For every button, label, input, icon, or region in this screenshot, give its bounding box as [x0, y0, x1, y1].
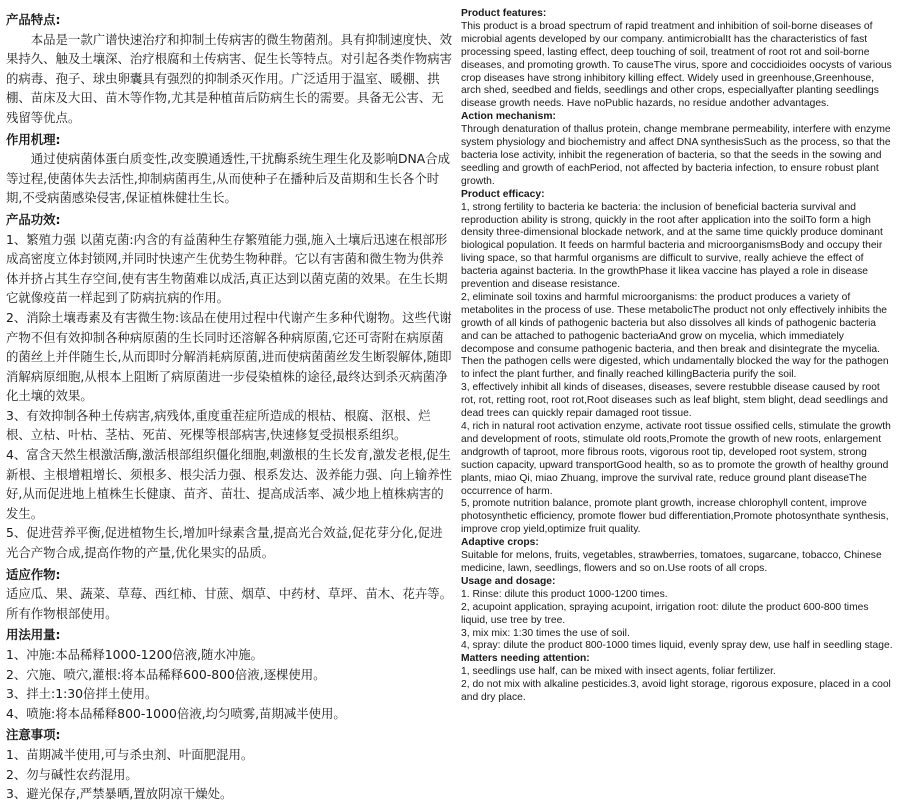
zh-usage-title: 用法用量: — [6, 627, 61, 643]
zh-usage-item: 2、穴施、喷穴,灌根:将本品稀释600-800倍液,逐棵使用。 — [6, 666, 326, 682]
en-efficacy-item: 5, promote nutrition balance, promote plant growth, increase chlorophyll content, improve photosynthetic efficiency, promote flower bud differentiation,Promote photosynthate synthesis, improve crop yield,optimize fruit quality. — [461, 498, 889, 536]
en-usage-item: 4, spray: dilute the product 800-1000 times liquid, evenly spray dew, use half in seedling stage. — [461, 640, 893, 652]
chinese-column — [6, 8, 453, 804]
en-efficacy-item: 4, rich in natural root activation enzyme, activate root tissue ossified cells, stimulate the growth and development of roots, stimulate old roots,Promote the growth of new roots, enlargement andgrowth of taproot, more fibrous roots, vigorous root tip, developed root system, strong suction capacity, upward transportGood health, so as to promote the growth of healthy ground plants, miao Qi, miao Zhuang, improve the survival rate, reduce ground plant diseaseThe occurrence of harm. — [461, 421, 891, 497]
zh-features-title: 产品特点: — [6, 12, 61, 27]
en-efficacy-item: 1, strong fertility to bacteria ke bacteria: the inclusion of beneficial bacteria survival and reproduction ability is strong, quickly in the root after application into the soilTo form a high density three-dimensional blockade network, and at the same time quickly produce dominant biological population. It feeds on harmful bacteria and microorganismsBody and occupy their living space, so that harmful organisms are difficult to survive, really achieve the effect of bacteria against bacteria. In the growthPhase it likea vaccine has played a role in disease prevention and disease resistance. — [461, 201, 883, 291]
en-efficacy-title: Product efficacy: — [461, 188, 545, 200]
en-attention-item: 2, do not mix with alkaline pesticides.3, avoid light storage, rigorous exposure, placed in a cool and dry place. — [461, 679, 891, 704]
en-attention-title: Matters needing attention: — [461, 653, 590, 665]
zh-crops-title: 适应作物: — [6, 566, 61, 582]
zh-usage-item: 4、喷施:将本品稀释800-1000倍液,均匀喷雾,苗期减半使用。 — [6, 705, 346, 721]
zh-efficacy-item: 1、繁殖力强 以菌克菌:内含的有益菌种生存繁殖能力强,施入土壤后迅速在根部形成高密度立体封锁网,并同时快速产生优势生物种群。它以有害菌和微生物为供养体并挤占其生存空间,使有害生物菌难以成活,真正达到以菌克菌的效果。在生长期它就像疫苗一样起到了防病抗病的作用。 — [6, 231, 448, 306]
zh-crops-text: 适应瓜、果、蔬菜、草莓、西红柿、甘蔗、烟草、中药材、草坪、苗木、花卉等。所有作物根部使用。 — [6, 586, 453, 621]
zh-mechanism-text: 通过使病菌体蛋白质变性,改变膜通透性,干扰酶系统生理生化及影响DNA合成等过程,使菌体失去活性,抑制病菌再生,从而使种子在播种后及苗期和生长各个时期,不受病菌感染侵害,保证植株健壮生长。 — [6, 151, 451, 206]
en-crops-text: Suitable for melons, fruits, vegetables, strawberries, tomatoes, sugarcane, tobacco, Chinese medicine, lawn, seedlings, flowers and so on.Use roots of all crops. — [461, 550, 882, 574]
zh-features-text: 本品是一款广谱快速治疗和抑制土传病害的微生物菌剂。具有抑制速度快、效果持久、触及土壤深、治疗根腐和土传病害、促生长等特点。对引起各类作物病害的病毒、孢子、球虫卵囊具有强烈的抑制杀灭作用。广泛适用于温室、暖棚、拱棚、苗床及大田、苗木等作物,尤其是种植苗后防病生长的需要。具备无公害、无残留等优点。 — [6, 31, 453, 125]
zh-efficacy-title: 产品功效: — [6, 211, 61, 227]
zh-usage-item: 3、拌土:1:30倍拌土使用。 — [6, 686, 158, 702]
zh-efficacy-item: 4、富含天然生根激活酶,激活根部组织僵化细胞,刺激根的生长发育,激发老根,促生新根、主根增粗增长、须根多、根尖活力强、根系发达、汲养能力强、向上输养性好,从而促进地上植株生长健康、苗齐、苗壮、提高成活率、减少地上植株病害的发生。 — [6, 447, 453, 521]
en-efficacy-item: 3, effectively inhibit all kinds of diseases, diseases, severe restubble disease caused by root rot, rot, retting root, root rot,Root diseases such as leaf blight, stem blight, dead seedlings and dead trees can quickly repair damaged root tissue. — [461, 382, 888, 420]
en-usage-item: 2, acupoint application, spraying acupoint, irrigation root: dilute the product 600-800 times liquid, use tree by tree. — [461, 601, 869, 626]
zh-attention-item: 3、避光保存,严禁暴晒,置放阴凉干燥处。 — [6, 786, 233, 802]
zh-efficacy-item: 3、有效抑制各种土传病害,病残体,重度重茬症所造成的根枯、根腐、沤根、烂根、立枯、叶枯、茎枯、死苗、死棵等根部病害,快速修复受损根系组织。 — [6, 407, 431, 443]
zh-mechanism-title: 作用机理: — [6, 131, 61, 147]
en-crops-title: Adaptive crops: — [461, 537, 539, 549]
en-attention-item: 1, seedlings use half, can be mixed with insect agents, foliar fertilizer. — [461, 666, 776, 678]
en-features-title: Product features: — [461, 8, 547, 19]
en-mechanism-text-1: Through denaturation of thallus protein, change membrane permeability, interfere with enzyme system physiology and biochemistry and affect DNA synthesisSuch as the process, so that the — [461, 124, 891, 149]
en-efficacy-item: 2, eliminate soil toxins and harmful microorganisms: the product produces a variety of metabolites in the process of use. These metabolicThe product not only effectively inhibits the growth of all kinds of pathogenic bacteria but also dissolves all kinds of pathogenic bacteria and can be attached to pathogenic bacteriaAnd grow on mycelia, which immediately decompose and consume pathogenic bacteria, and then break and disintegrate the mycelia. Then the pathogen cells were digested, which undamentally blocked the way for the pathogen to infect the plant further, and finally reached killingBacteria purify the soil. — [461, 291, 889, 381]
en-features-text: This product is a broad spectrum of rapid treatment and inhibition of soil-borne diseases of microbial agents developed by our company. antimicrobialIt has the characteristics of fast processing speed, lasting effect, deep touching of soil, treatment of root rot and soil-borne diseases, and promoting growth. To causeThe virus, spore and coccidioides oocysts of various crop diseases have strong inhibitory killing effect. Widely used in greenhouse,Greenhouse, arch shed, seedbed and fields, seedlings and other crops, especiallyafter planting seedlings disease growth needs. Have noPublic hazards, no residue andother advantages. — [461, 20, 892, 110]
en-usage-title: Usage and dosage: — [461, 575, 556, 587]
en-usage-item: 1. Rinse: dilute this product 1000-1200 times. — [461, 588, 668, 600]
zh-attention-title: 注意事项: — [6, 727, 61, 743]
en-mechanism-text-2: bacteria lose activity, inhibit the regeneration of bacteria, so that the seeds in the sowing and seedling and growth of eachPeriod, not affected by bacteria infection, to ensure robust plant growth. — [461, 149, 882, 187]
zh-usage-item: 1、冲施:本品稀释1000-1200倍液,随水冲施。 — [6, 647, 264, 662]
english-column — [461, 8, 895, 705]
zh-attention-item: 1、苗期减半使用,可与杀虫剂、叶面肥混用。 — [6, 746, 254, 762]
en-usage-item: 3, mix mix: 1:30 times the use of soil. — [461, 627, 630, 639]
en-mechanism-title: Action mechanism: — [461, 111, 556, 123]
zh-efficacy-item: 2、消除土壤毒素及有害微生物:该品在使用过程中代谢产生多种代谢物。这些代谢产物不但有效抑制各种病原菌的生长同时还溶解各种病原菌,它还可寄附在病原菌的菌丝上并伴随生长,从而即时分解消耗病原菌,进而使病菌菌丝发生断裂解体,随即消解病原细胞,从根本上阻断了病原菌进一步侵染植株的途径,最终达到杀灭病菌净化土壤的效果。 — [6, 309, 452, 404]
zh-attention-item: 2、勿与碱性农药混用。 — [6, 766, 138, 782]
zh-efficacy-item: 5、促进营养平衡,促进植物生长,增加叶绿素含量,提高光合效益,促花芽分化,促进光合产物合成,提高作物的产量,优化果实的品质。 — [6, 525, 443, 561]
